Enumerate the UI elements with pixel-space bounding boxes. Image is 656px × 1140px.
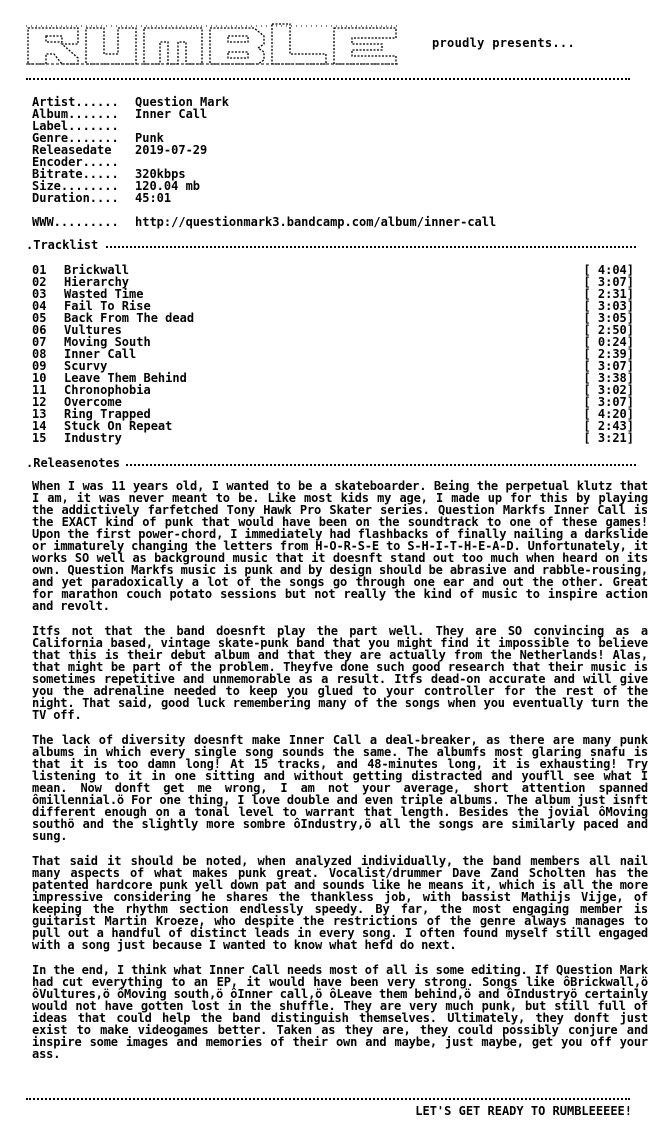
- track-title: Leave Them Behind: [64, 371, 187, 385]
- footer-slogan: LET'S GET READY TO RUMBLEEEEE!: [415, 1104, 632, 1118]
- divider: [26, 78, 630, 80]
- track-title: Chronophobia: [64, 383, 151, 397]
- track-row: [32, 312, 634, 324]
- track-title: Scurvy: [64, 359, 108, 373]
- note-paragraph: In the end, I think what Inner Call needs most of all is some editing. If Question Mark had cut everything to an EP, it would have been very strong. Songs like ôBrickwall,ö ôVultures,ö ôMoving south,ö ôInner call,ö ôLeave them behind,ö and ôIndustryö certainly would not have gotten lost in the shuffle. They are very much punk, but still full of ideas that could help the band distinguish themselves. Ultimately, they donft just exist to make videogames better. Taken as they are, they could possibly conjure and inspire some images and memories of their own and maybe, just maybe, get you off your ass.: [32, 963, 648, 1061]
- track-duration: [ 2:43]: [583, 419, 634, 433]
- note-paragraph: When I was 11 years old, I wanted to be a skateboarder. Being the perpetual klutz that I am, it was never meant to be. Like most kids my age, I made up for this by playing the addictively farfetched Tony Hawk Pro Skater series. Question Markfs Inner Call is the EXACT kind of punk that would have been on the soundtrack to one of these games! Upon the first power-chord, I immediately had flashbacks of finally nailing a darkslide or immaturely changing the letters from H-O-R-S-E to S-H-I-T-H-E-A-D. Unfortunately, it works SO well as background music that it doesnft stand out too much when heard on its own. Question Markfs music is punk and by design should be abrasive and rabble-rousing, and yet paradoxically a lot of the songs go through one ear and out the other. Great for marathon couch potato sessions but not really the kind of music to inspire action and revolt.: [32, 479, 648, 613]
- track-title: Hierarchy: [64, 275, 130, 289]
- info-key: Genre.......: [32, 131, 119, 145]
- track-duration: [ 3:03]: [583, 299, 634, 313]
- track-number: 03: [32, 287, 47, 301]
- info-key: Album.......: [32, 107, 119, 121]
- info-key: Size........: [32, 179, 119, 193]
- track-duration: [ 2:31]: [583, 287, 634, 301]
- info-key: Duration....: [32, 191, 119, 205]
- info-value: Punk: [135, 131, 164, 145]
- track-title: Stuck On Repeat: [64, 419, 173, 433]
- track-title: Wasted Time: [64, 287, 144, 301]
- info-key: Label.......: [32, 119, 119, 133]
- track-number: 08: [32, 347, 47, 361]
- track-number: 02: [32, 275, 47, 289]
- track-title: Inner Call: [64, 347, 137, 361]
- track-title: Ring Trapped: [64, 407, 151, 421]
- track-row: [32, 432, 634, 444]
- divider: [26, 246, 636, 248]
- track-duration: [ 3:21]: [583, 431, 634, 445]
- track-number: 04: [32, 299, 47, 313]
- track-number: 01: [32, 263, 47, 277]
- track-duration: [ 3:02]: [583, 383, 634, 397]
- track-title: Brickwall: [64, 263, 130, 277]
- track-number: 14: [32, 419, 47, 433]
- info-value: Inner Call: [135, 107, 208, 121]
- track-number: 07: [32, 335, 47, 349]
- track-number: 12: [32, 395, 47, 409]
- info-value: 45:01: [135, 191, 172, 205]
- info-row-www: [32, 216, 496, 228]
- section-title: .Releasenotes: [26, 456, 126, 470]
- track-number: 06: [32, 323, 47, 337]
- track-title: Back From The dead: [64, 311, 195, 325]
- releasenotes-header: [26, 456, 636, 470]
- tracklist: [32, 264, 634, 444]
- info-key: Encoder.....: [32, 155, 119, 169]
- track-row: [32, 420, 634, 432]
- track-duration: [ 4:20]: [583, 407, 634, 421]
- info-value: Question Mark: [135, 95, 229, 109]
- track-duration: [ 3:07]: [583, 395, 634, 409]
- track-duration: [ 2:50]: [583, 323, 634, 337]
- track-duration: [ 2:39]: [583, 347, 634, 361]
- track-number: 15: [32, 431, 47, 445]
- info-value: 320kbps: [135, 167, 186, 181]
- info-key: Releasedate: [32, 143, 112, 157]
- note-paragraph: Itfs not that the band doesnft play the part well. They are SO convincing as a California based, vintage skate-punk band that you might find it impossible to believe that this is their debut album and that they are actually from the Netherlands! Alas, that might be part of the problem. Theyfve done such good research that their music is sometimes repetitive and unmemorable as a result. Itfs dead-on accurate and will give you the adrenaline needed to keep you glued to your controller for the rest of the night. That said, good luck remembering many of the songs when you eventually turn the TV off.: [32, 624, 648, 722]
- track-duration: [ 3:05]: [583, 311, 634, 325]
- note-paragraph: That said it should be noted, when analyzed individually, the band members all nail many aspects of what makes punk great. Vocalist/drummer Dave Zand Scholten has the patented hardcore punk yell down pat and sounds like he means it, which is all the more impressive considering he shares the thankless job, with bassist Mathijs Vijge, of keeping the rhythm section endlessly speedy. By far, the most engaging member is guitarist Martin Kroeze, who despite the restrictions of the genre always manages to pull out a handful of distinct leads in every song. I often found myself still engaged with a song just because I wanted to know what hefd do next.: [32, 854, 648, 952]
- track-row: [32, 384, 634, 396]
- track-number: 10: [32, 371, 47, 385]
- divider: [26, 1098, 630, 1100]
- track-title: Vultures: [64, 323, 122, 337]
- track-duration: [ 3:07]: [583, 275, 634, 289]
- track-duration: [ 3:38]: [583, 371, 634, 385]
- info-value: 2019-07-29: [135, 143, 208, 157]
- tagline: proudly presents...: [432, 36, 575, 50]
- info-key: Bitrate.....: [32, 167, 119, 181]
- track-duration: [ 4:04]: [583, 263, 634, 277]
- track-duration: [ 3:07]: [583, 359, 634, 373]
- info-row-duration: [32, 192, 496, 204]
- track-number: 09: [32, 359, 47, 373]
- album-url[interactable]: http://questionmark3.bandcamp.com/album/inner-call: [135, 215, 497, 229]
- section-title: .Tracklist: [26, 238, 104, 252]
- track-number: 05: [32, 311, 47, 325]
- note-paragraph: The lack of diversity doesnft make Inner Call a deal-breaker, as there are many punk albums in which every single song sounds the same. The albumfs most glaring snafu is that it is too damn long! At 15 tracks, and 48-minutes long, it is exhausting! Try listening to it in one sitting and without getting distracted and youfll see what I mean. Now donft get me wrong, I am not your average, short attention spanned ômillennial.ö For one thing, I love double and even triple albums. The album just isnft different enough on a tonal level to warrant that length. Besides the jovial ôMoving southö and the slightly more sombre ôIndustry,ö all the songs are similarly paced and sung.: [32, 733, 648, 843]
- track-number: 11: [32, 383, 47, 397]
- track-title: Overcome: [64, 395, 122, 409]
- track-number: 13: [32, 407, 47, 421]
- track-duration: [ 0:24]: [583, 335, 634, 349]
- info-key: Artist......: [32, 95, 119, 109]
- release-notes: [32, 480, 648, 1073]
- release-info: [32, 96, 496, 228]
- info-key: WWW.........: [32, 215, 119, 229]
- track-title: Moving South: [64, 335, 151, 349]
- track-row: [32, 348, 634, 360]
- rumble-logo: [26, 22, 398, 66]
- track-title: Fail To Rise: [64, 299, 151, 313]
- tracklist-header: [26, 238, 636, 252]
- info-value: 120.04 mb: [135, 179, 201, 193]
- track-title: Industry: [64, 431, 122, 445]
